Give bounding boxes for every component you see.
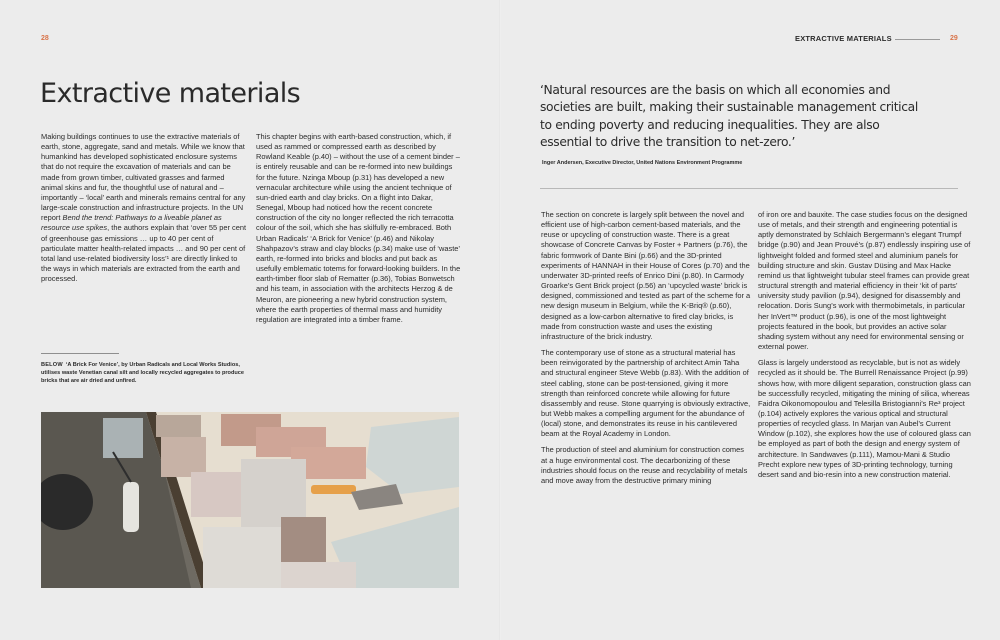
chapter-title: Extractive materials — [40, 78, 301, 109]
concrete-paragraph: The section on concrete is largely split between the novel and efficient use of high-carbon cement-based materials, and the reuse or upcycling of construction waste. There is a great showcase of Concrete Canvas by Foster + Partners (p.76), the fabric formwork of Dante Bini (p.66) and the 3D-printed experiments of HANNAH in their House of Cores (p.70) and the underwater 3D-printed reefs of Enrico Dini (p.80). In Carmody Groarke’s Gent Brick project (p.56) an ‘upcycled waste’ brick is designed, commissioned and tested as part of the scheme for a new design museum in Belgium, while the K-Briq® (p.60), designed as a low-carbon alternative to fired clay bricks, is made from construction waste and uses the existing infrastructure of the brick industry. — [541, 210, 751, 341]
running-head: EXTRACTIVE MATERIALS — [795, 34, 892, 43]
photo-block — [281, 562, 356, 588]
caption-divider — [41, 353, 119, 354]
quote-attribution: Inger Andersen, Executive Director, United Nations Environment Programme — [542, 160, 743, 166]
page-number-right: 29 — [950, 35, 958, 42]
glass-paragraph: Glass is largely understood as recyclable, but is not as widely recycled as it should be. The Burrell Renaissance Project (p.99) shows how, with more diligent separation, construction glass can be successfully recycled, mitigating the mining of silica, whereas Faidra Oikonomopoulou and Telesilla Bristogianni’s Re³ project (p.104) actively explores the various optical and structural properties of recycled glass. In Marjan van Aubel’s Current Window (p.102), she explores how the use of coloured glass can be employed as part of both the design and energy system of architecture. In Sandwaves (p.111), Mamou-Mani & Studio Precht explore new types of 3D-printing technology, turning desert sand and bio-resin into a new construction material. — [758, 358, 971, 479]
photo-block — [203, 527, 283, 588]
caption-label: BELOW — [41, 362, 63, 368]
steel-paragraph: The production of steel and aluminium for construction comes at a huge environmental cost. The decarbonizing of these industries should focus on the reuse and recyclability of metals and move away from the destructive primary mining — [541, 445, 748, 485]
stone-paragraph: The contemporary use of stone as a structural material has been reinvigorated by the partnership of architect Amin Taha and structural engineer Steve Webb (p.83). With the addition of steel cabling, stone can be post-tensioned, giving it more strength than reinforced concrete while allowing for future disassembly and reuse. Stone quarrying is obviously extractive, but Webb makes a compelling argument for the abundance of (local) stone, and demonstrates its reuse in his cantilevered beam at the Royal Academy in London. — [541, 348, 751, 439]
photo-caption — [41, 362, 251, 385]
spine-gutter — [499, 0, 501, 640]
body-column-2 — [256, 132, 462, 331]
caption-text: ‘A Brick For Venice’, by Urban Radicals and Local Works Studios, utilises waste Venetian canal silt and locally recycled aggregates to produce bricks that are air dried and unfired. — [41, 362, 245, 384]
photo-plastic-box — [103, 418, 143, 458]
intro-paragraph — [41, 132, 247, 284]
running-head-rule — [895, 39, 940, 40]
photo-block — [281, 517, 326, 562]
quote-divider — [540, 188, 958, 189]
body-column-3 — [541, 210, 751, 492]
metals-paragraph: of iron ore and bauxite. The case studies focus on the designed use of metals, and their strength and engineering potential is aptly demonstrated by Schlaich Bergermann’s elegant Trumpf bridge (p.90) and Jean Prouvé’s (p.87) endlessly inspiring use of lightweight folded and formed steel and aluminium panels for building structure and skin. Gustav Düsing and Max Hacke remind us that lightweight tubular steel frames can provide great structural strength and material efficiency in their ‘kit of parts’ university study pavilion (p.94), designed for disassembly and relocation. Doris Sung’s work with thermobimetals, in particular her InVert™ product (p.96), is one of the most lightweight projects featured in the book, but provides an active solar shading system without any need for environmental sensing or external power. — [758, 210, 971, 352]
earth-paragraph: This chapter begins with earth-based construction, which, if used as rammed or compressed earth as described by Rowland Keable (p.40) – without the use of a cement binder – is entirely reusable and can be re-formed into new buildings for the future. Nzinga Mboup (p.31) has developed a new vernacular architecture while using the ancient technique of sun-dried earth and clay bricks. On a flight into Dakar, Senegal, Mboup had noticed how the recent concrete construction of the city no longer reflected the rich terracotta colour of the soil, which she has skilfully re-embraced. Both Urban Radicals’ ‘A Brick for Venice’ (p.46) and Nikolay Shahpazov’s straw and clay blocks (p.34) make use of ‘waste’ earth, re-formed into bricks and blocks and put back as usefully emblematic totems for forward-looking builders. In the earth-timber floor slab of Rematter (p.36), Tobias Bonwetsch and his team, in association with the architects Herzog & de Meuron, are pioneering a new hybrid construction system, where the earth properties of thermal mass and humidity regulation are integrated into a timber frame. — [256, 132, 461, 324]
photo-brick — [161, 437, 206, 477]
page-number-left: 28 — [41, 35, 49, 42]
photo-sprayer — [123, 482, 139, 532]
photo-brick — [156, 415, 201, 437]
photo-block — [191, 472, 241, 517]
report-title-italic: Bend the trend: Pathways to a liveable planet as resource use spikes — [41, 213, 222, 233]
body-column-4 — [758, 210, 972, 486]
body-column-1 — [41, 132, 247, 290]
brick-photo-illustration — [41, 412, 459, 588]
intro-text-part-1: Making buildings continues to use the extractive materials of earth, stone, aggregate, sand and metals. While we know that humankind has developed sophisticated enclosure systems that do not require the excavation of materials and can be made from grown timber, cultivated grasses and farmed animal skins and fur, the thoughtful use of natural and – importantly – ‘local’ earth and minerals remains central for any large-scale construction and infrastructure projects. In the UN report — [41, 132, 246, 223]
brick-photo — [41, 412, 459, 588]
pull-quote: ‘Natural resources are the basis on which all economies and societies are built, making their sustainable management critical to ending poverty and reducing inequalities. They are also essential to drive the transition to net-zero.’ — [540, 83, 918, 150]
intro-text-part-2: , the authors explain that ‘over 55 per cent of greenhouse gas emissions … up to 40 per cent of particulate matter health-related impacts … and 90 per cent of total land use-related biodiversity loss’¹ are directly linked to the ways in which materials are extracted from the earth and processed. — [41, 223, 247, 284]
photo-trowel-handle — [311, 485, 356, 494]
